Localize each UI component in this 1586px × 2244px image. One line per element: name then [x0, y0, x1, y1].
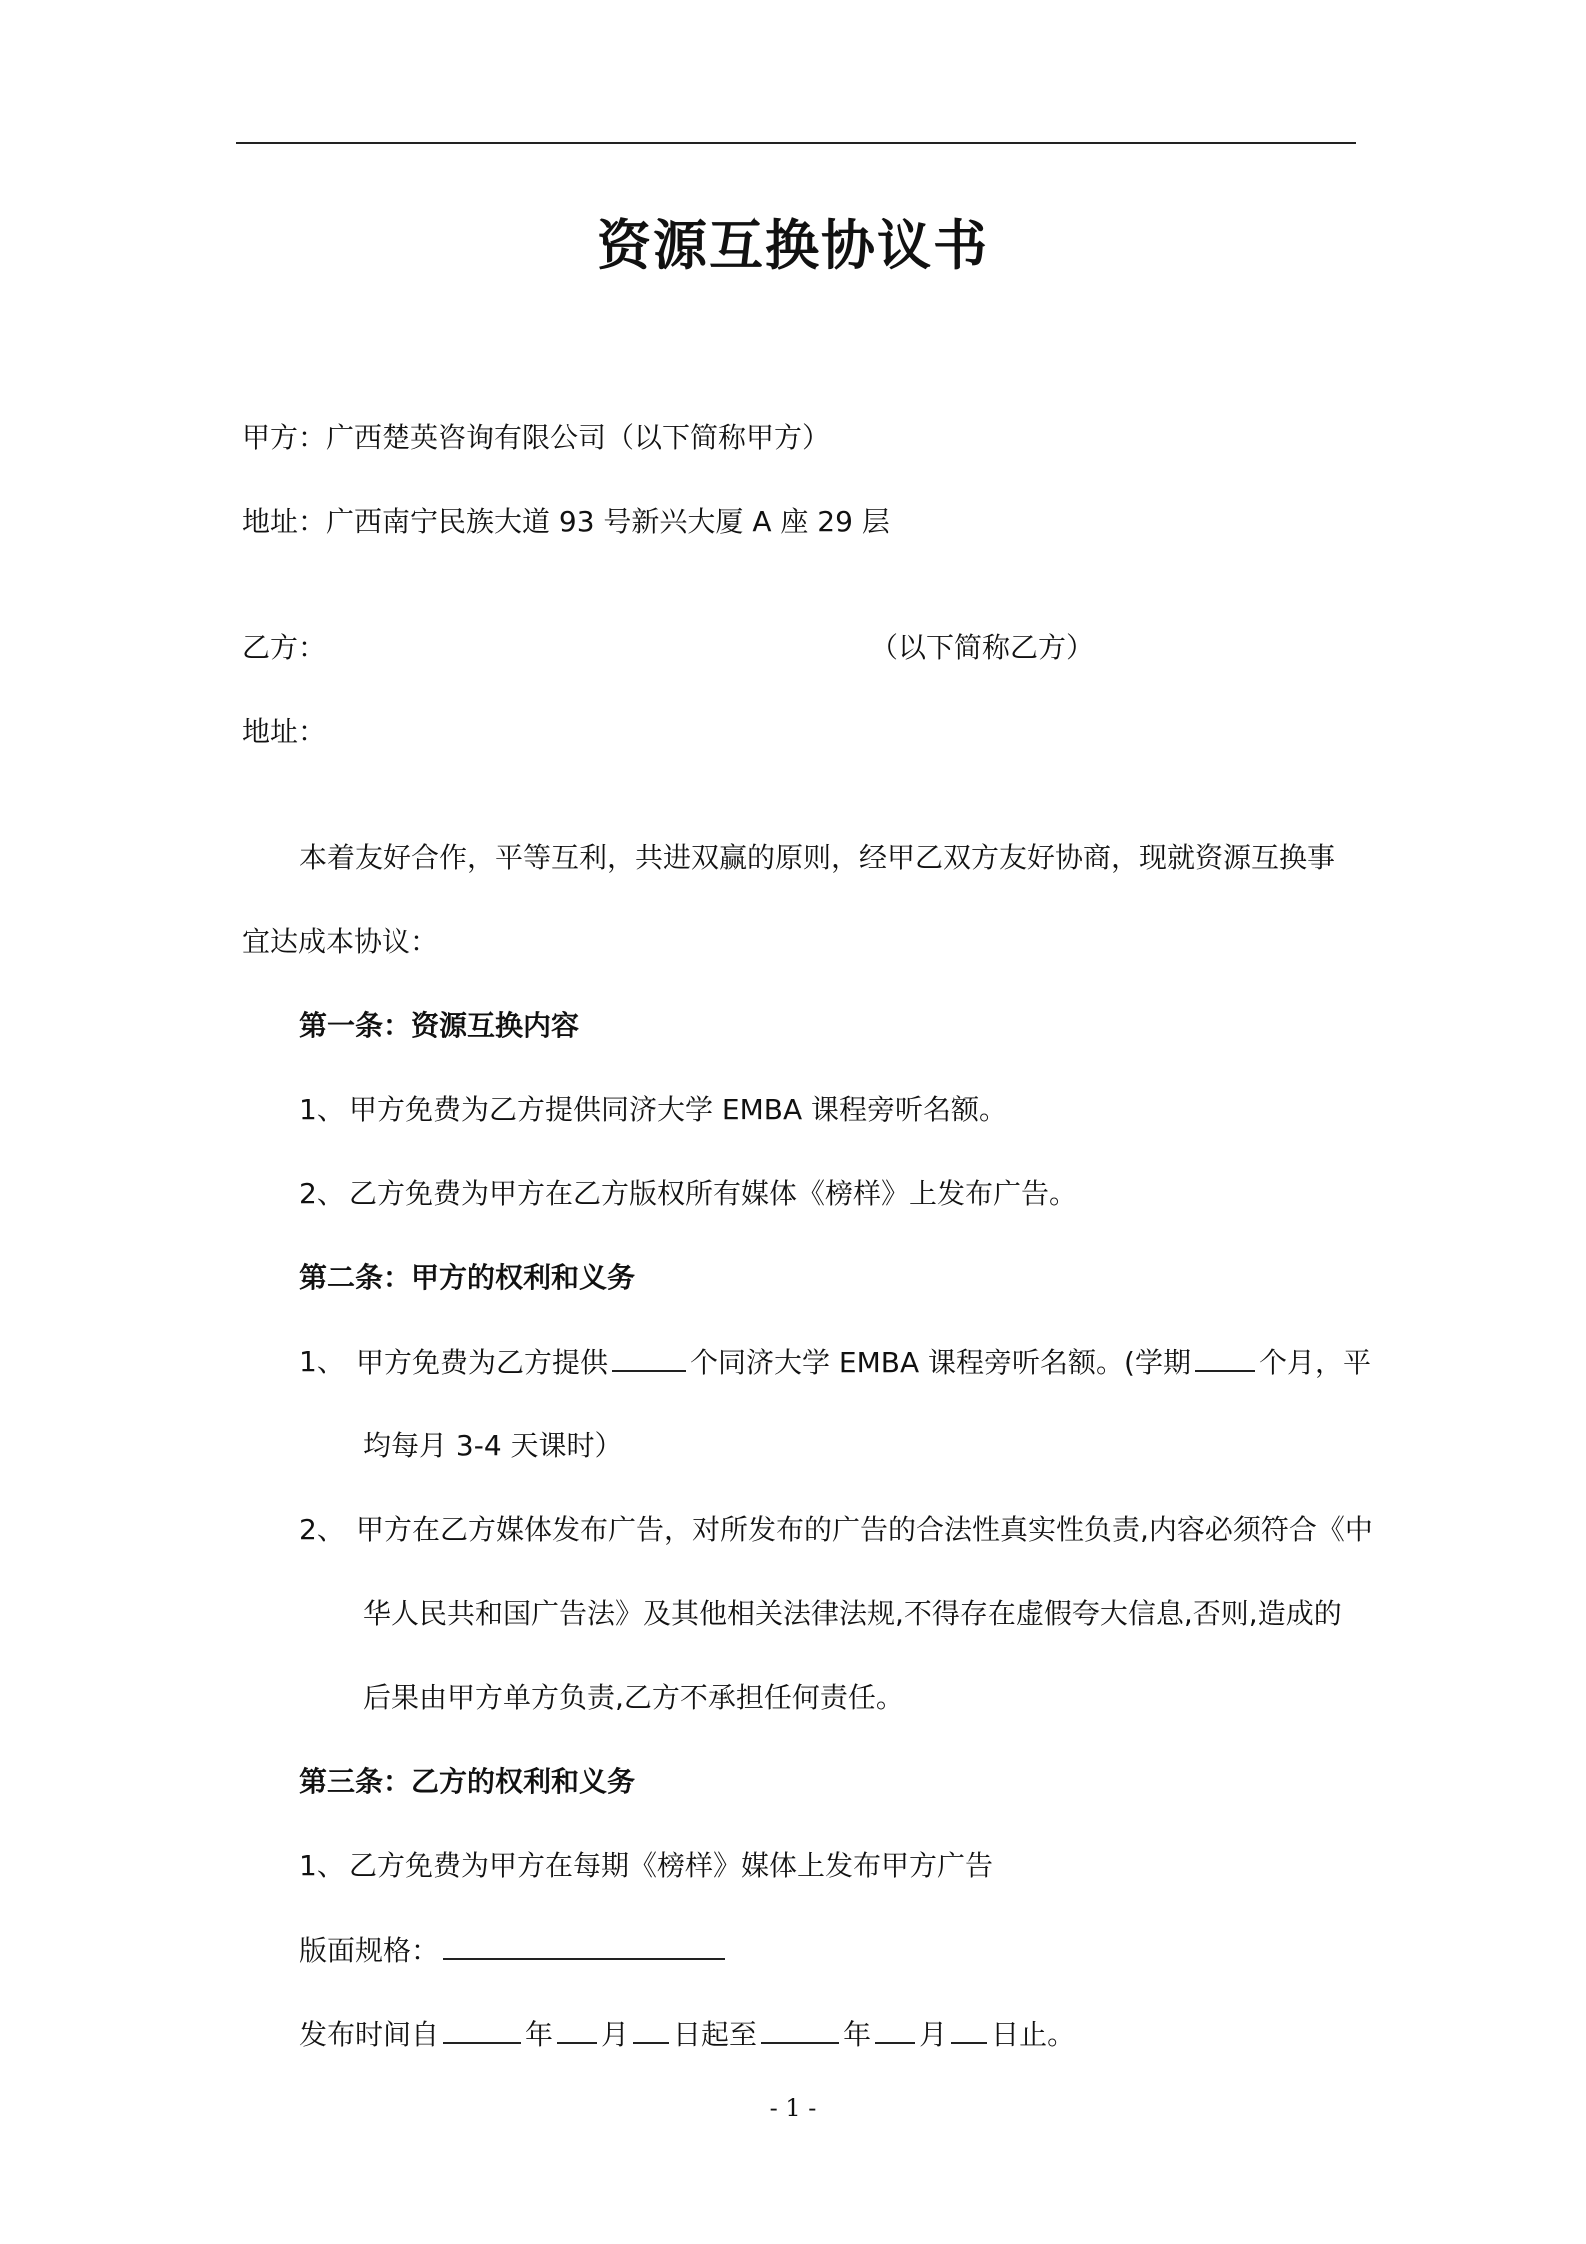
article-2-item-1-line-2: 均每月 3-4 天课时）	[363, 1429, 623, 1462]
party-b-address-label: 地址：	[242, 715, 327, 748]
article-3-item-1-number: 1、	[299, 1849, 345, 1882]
document-title: 资源互换协议书	[597, 214, 989, 277]
article-2-item-1-part-b: 个同济大学 EMBA 课程旁听名额。(学期	[690, 1346, 1191, 1379]
start-year-blank	[443, 2014, 521, 2044]
article-2-item-2-number: 2、	[299, 1513, 345, 1546]
publish-from-label: 发布时间自	[299, 2018, 440, 2051]
term-months-blank	[1195, 1342, 1255, 1372]
end-day-label: 日止。	[991, 2018, 1076, 2051]
start-day-blank	[633, 2014, 669, 2044]
article-2-item-1-part-a: 甲方免费为乙方提供	[356, 1346, 609, 1379]
ad-spec-blank	[443, 1930, 725, 1960]
article-3-heading: 第三条：乙方的权利和义务	[299, 1765, 636, 1798]
page-number: - 1 -	[769, 2094, 817, 2122]
article-2-item-2-line-3: 后果由甲方单方负责,乙方不承担任何责任。	[363, 1681, 904, 1714]
intro-line-1: 本着友好合作，平等互利，共进双赢的原则，经甲乙双方友好协商，现就资源互换事	[299, 841, 1336, 874]
article-2-item-2-line-1: 甲方在乙方媒体发布广告，对所发布的广告的合法性真实性负责,内容必须符合《中	[356, 1513, 1373, 1546]
seat-count-blank	[612, 1342, 686, 1372]
party-a-name-line: 甲方：广西楚英咨询有限公司（以下简称甲方）	[242, 421, 831, 454]
article-2-item-1-line-1	[356, 1342, 1371, 1383]
end-month-blank	[875, 2014, 915, 2044]
article-3-item-1-text: 乙方免费为甲方在每期《榜样》媒体上发布甲方广告	[349, 1849, 994, 1882]
start-day-label: 日起至	[673, 2018, 758, 2051]
header-rule	[236, 142, 1356, 144]
end-day-blank	[951, 2014, 987, 2044]
party-b-abbr: （以下简称乙方）	[870, 631, 1095, 664]
intro-line-2: 宜达成本协议：	[242, 925, 439, 958]
ad-spec-label: 版面规格：	[299, 1934, 440, 1967]
party-a-address-line: 地址：广西南宁民族大道 93 号新兴大厦 A 座 29 层	[242, 505, 890, 538]
article-2-item-2-line-2: 华人民共和国广告法》及其他相关法律法规,不得存在虚假夸大信息,否则,造成的	[363, 1597, 1342, 1630]
end-month-label: 月	[919, 2018, 948, 2051]
article-1-item-2-text: 乙方免费为甲方在乙方版权所有媒体《榜样》上发布广告。	[349, 1177, 1078, 1210]
article-1-item-2-number: 2、	[299, 1177, 345, 1210]
article-2-heading: 第二条：甲方的权利和义务	[299, 1261, 636, 1294]
article-2-item-1-part-c: 个月，平	[1258, 1346, 1371, 1379]
publish-period-line	[299, 2014, 1075, 2055]
party-b-label: 乙方：	[242, 631, 327, 664]
article-2-item-1-number: 1、	[299, 1345, 345, 1378]
article-1-item-1-number: 1、	[299, 1093, 345, 1126]
article-1-item-1-text: 甲方免费为乙方提供同济大学 EMBA 课程旁听名额。	[349, 1093, 1008, 1126]
end-year-label: 年	[843, 2018, 872, 2051]
ad-spec-line	[299, 1930, 729, 1971]
end-year-blank	[761, 2014, 839, 2044]
article-1-heading: 第一条：资源互换内容	[299, 1009, 580, 1042]
start-month-label: 月	[601, 2018, 630, 2051]
start-year-label: 年	[525, 2018, 554, 2051]
start-month-blank	[557, 2014, 597, 2044]
